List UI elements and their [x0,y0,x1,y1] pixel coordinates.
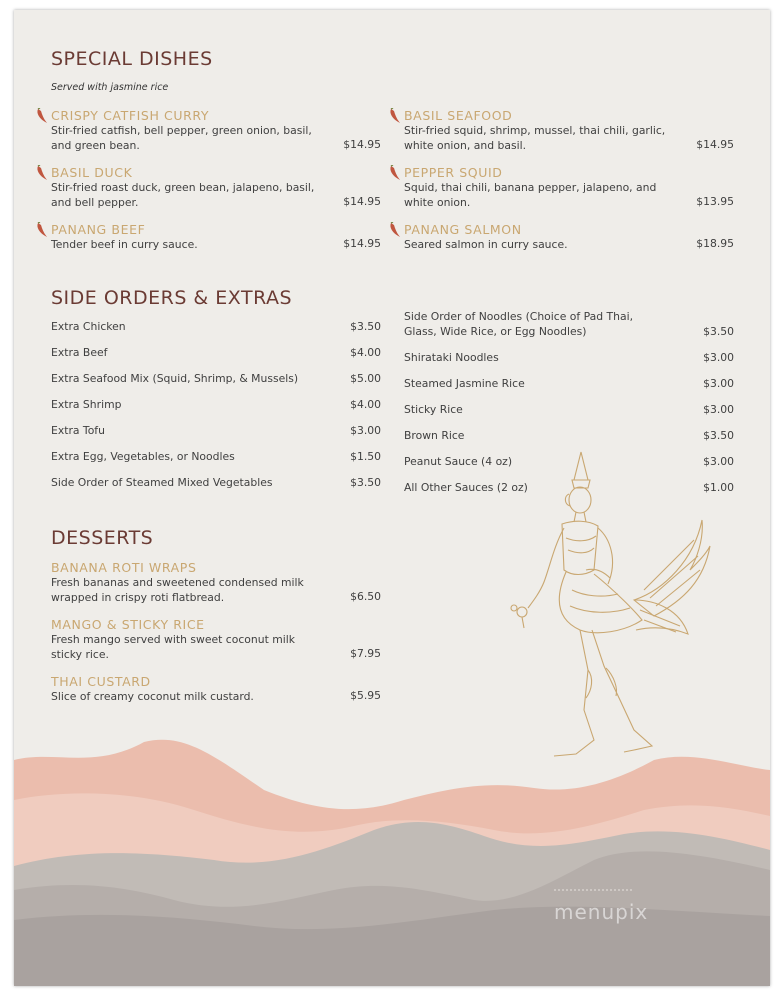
dish-basil-duck [51,165,381,210]
chili-pepper-icon [35,165,49,181]
dish-description: Stir-fried catfish, bell pepper, green onion, basil, and green bean. [51,124,312,152]
side-item [51,319,381,334]
side-item-label: Side Order of Steamed Mixed Vegetables [51,476,273,489]
dish-description: Stir-fried roast duck, green bean, jalapeno, basil, and bell pepper. [51,181,315,209]
side-item [404,402,734,417]
dish-price: $18.95 [696,237,734,250]
dessert-mango-sticky-rice [51,617,381,662]
side-item-price: $1.00 [703,481,734,494]
side-item-label: Extra Tofu [51,424,105,437]
side-item-price: $3.50 [703,325,734,338]
side-item [51,345,381,360]
dish-pepper-squid [404,165,734,210]
dish-crispy-catfish-curry [51,108,381,153]
side-item [404,350,734,365]
side-item-price: $5.00 [350,372,381,385]
side-item-label: Shirataki Noodles [404,351,499,364]
dessert-description: Fresh bananas and sweetened condensed milk wrapped in crispy roti flatbread. [51,576,304,604]
chili-pepper-icon [388,165,402,181]
dish-panang-salmon [404,222,734,252]
dessert-description: Fresh mango served with sweet coconut milk sticky rice. [51,633,296,661]
dessert-name: MANGO & STICKY RICE [51,617,205,632]
watermark-logo: menupix [554,900,649,924]
thai-dancer-illustration [484,450,714,760]
side-item-price: $3.00 [703,455,734,468]
dessert-price: $6.50 [350,590,381,603]
chili-pepper-icon [35,108,49,124]
side-item [51,371,381,386]
chili-pepper-icon [388,222,402,238]
side-item-label: Side Order of Noodles (Choice of Pad Thai, Glass, Wide Rice, or Egg Noodles) [404,310,634,338]
dessert-price: $5.95 [350,689,381,702]
side-item-label: Extra Shrimp [51,398,122,411]
side-item [51,449,381,464]
dish-price: $14.95 [696,138,734,151]
dish-panang-beef [51,222,381,252]
side-item-price: $3.00 [350,424,381,437]
dessert-name: BANANA ROTI WRAPS [51,560,197,575]
side-orders-title: SIDE ORDERS & EXTRAS [51,287,293,309]
menu-page [14,10,770,986]
special-dishes-subtitle: Served with jasmine rice [51,82,169,93]
dish-description: Seared salmon in curry sauce. [404,238,568,251]
dish-name: PANANG SALMON [404,222,522,237]
dish-name: PANANG BEEF [51,222,146,237]
dish-price: $14.95 [343,138,381,151]
dish-price: $14.95 [343,237,381,250]
side-item-label: Extra Beef [51,346,108,359]
dish-description: Squid, thai chili, banana pepper, jalapeno, and white onion. [404,181,657,209]
side-item [51,475,381,490]
side-item-price: $1.50 [350,450,381,463]
dessert-banana-roti-wraps [51,560,381,605]
side-item-price: $3.50 [350,320,381,333]
side-item-label: Extra Egg, Vegetables, or Noodles [51,450,235,463]
side-item-label: Extra Seafood Mix (Squid, Shrimp, & Mussels) [51,372,299,385]
side-item [404,428,734,443]
dish-description: Tender beef in curry sauce. [51,238,198,251]
side-item-price: $4.00 [350,398,381,411]
side-item-label: Peanut Sauce (4 oz) [404,455,513,468]
side-item-price: $3.00 [703,351,734,364]
side-item-price: $3.00 [703,377,734,390]
side-item [404,309,734,339]
desserts-title: DESSERTS [51,527,154,549]
dish-name: BASIL SEAFOOD [404,108,513,123]
dessert-description: Slice of creamy coconut milk custard. [51,690,254,703]
chili-pepper-icon [388,108,402,124]
dessert-name: THAI CUSTARD [51,674,151,689]
dessert-thai-custard [51,674,381,704]
dish-price: $14.95 [343,195,381,208]
chili-pepper-icon [35,222,49,238]
side-item-price: $4.00 [350,346,381,359]
side-item-label: Sticky Rice [404,403,463,416]
dish-name: CRISPY CATFISH CURRY [51,108,210,123]
side-item-price: $3.50 [703,429,734,442]
side-item-label: Extra Chicken [51,320,126,333]
dish-name: PEPPER SQUID [404,165,503,180]
mountain-landscape-background [14,730,770,986]
side-item-label: Brown Rice [404,429,465,442]
dessert-price: $7.95 [350,647,381,660]
dish-price: $13.95 [696,195,734,208]
side-item-price: $3.00 [703,403,734,416]
side-item [51,423,381,438]
dish-description: Stir-fried squid, shrimp, mussel, thai chili, garlic, white onion, and basil. [404,124,666,152]
side-item-price: $3.50 [350,476,381,489]
side-item [51,397,381,412]
dish-name: BASIL DUCK [51,165,133,180]
special-dishes-title: SPECIAL DISHES [51,48,213,70]
side-item [404,376,734,391]
dish-basil-seafood [404,108,734,153]
side-item-label: All Other Sauces (2 oz) [404,481,528,494]
side-item-label: Steamed Jasmine Rice [404,377,525,390]
